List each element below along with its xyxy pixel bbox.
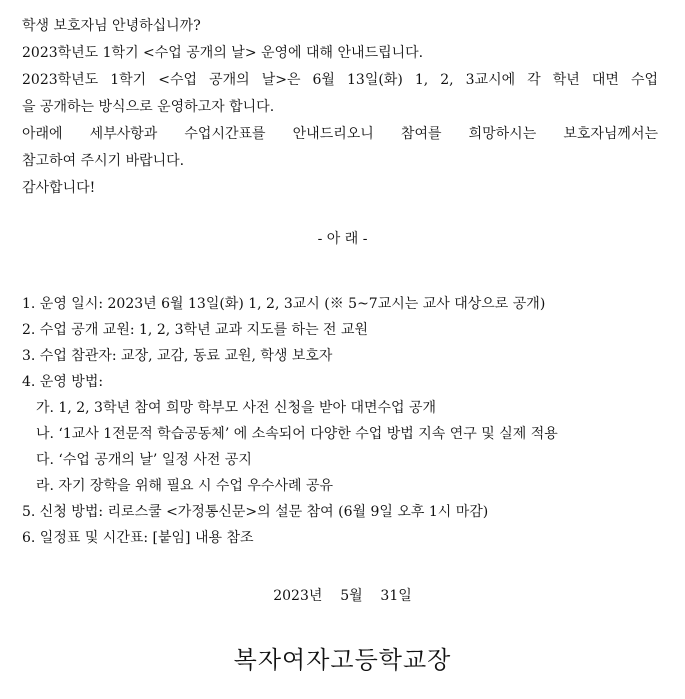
document-date: 2023년 5월 31일 [273, 588, 412, 604]
intro-line-3a: 아래에 세부사항과 수업시간표를 안내드리오니 참여를 희망하시는 보호자님께서는 [22, 126, 658, 142]
list-item: 5. 신청 방법: 리로스쿨 <가정통신문>의 설문 참여 (6월 9일 오후 1시 마감) [22, 504, 489, 520]
list-item: 4. 운영 방법: [22, 374, 104, 390]
sub-list-item: 다. ‘수업 공개의 날’ 일정 사전 공지 [36, 452, 252, 468]
list-item: 2. 수업 공개 교원: 1, 2, 3학년 교과 지도를 하는 전 교원 [22, 322, 369, 338]
intro-line-1: 2023학년도 1학기 <수업 공개의 날> 운영에 대해 안내드립니다. [22, 45, 424, 61]
list-item: 6. 일정표 및 시간표: [붙임] 내용 참조 [22, 530, 254, 546]
thanks-text: 감사합니다! [22, 180, 96, 196]
sub-list-item: 가. 1, 2, 3학년 참여 희망 학부모 사전 신청을 받아 대면수업 공개 [36, 400, 437, 416]
list-item: 1. 운영 일시: 2023년 6월 13일(화) 1, 2, 3교시 (※ 5~7교시는 교사 대상으로 공개) [22, 296, 546, 312]
intro-line-2a: 2023학년도 1학기 <수업 공개의 날>은 6월 13일(화) 1, 2, 3교시에 각 학년 대면 수업 [22, 72, 658, 88]
sub-list-item: 라. 자기 장학을 위해 필요 시 수업 우수사례 공유 [36, 478, 334, 494]
principal-signature: 복자여자고등학교장 [233, 646, 452, 674]
intro-line-3b: 참고하여 주시기 바랍니다. [22, 153, 185, 169]
list-item: 3. 수업 참관자: 교장, 교감, 동료 교원, 학생 보호자 [22, 348, 333, 364]
intro-line-2b: 을 공개하는 방식으로 운영하고자 합니다. [22, 99, 275, 115]
sub-list-item: 나. ‘1교사 1전문적 학습공동체’ 에 소속되어 다양한 수업 방법 지속 연구 및 실제 적용 [36, 426, 558, 442]
section-title: - 아 래 - [317, 231, 368, 247]
greeting-text: 학생 보호자님 안녕하십니까? [22, 18, 201, 34]
